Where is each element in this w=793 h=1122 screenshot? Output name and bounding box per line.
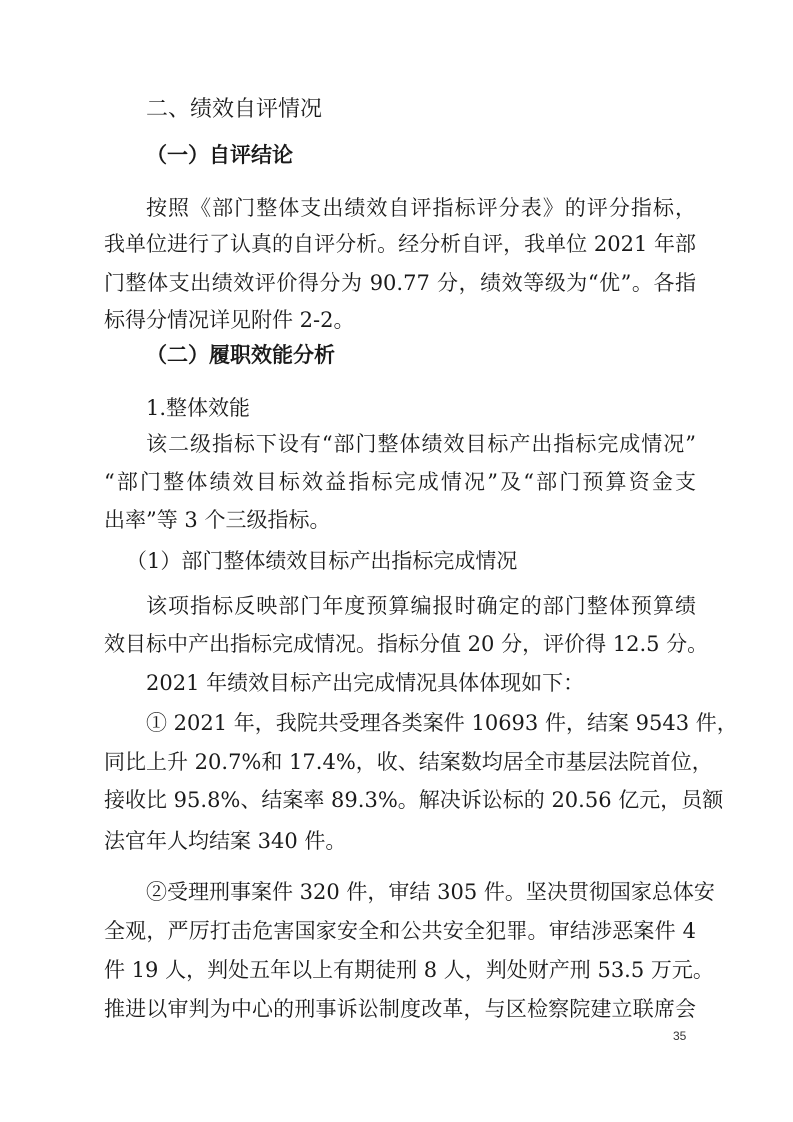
paragraph-line: 出率”等 3 个三级指标。 [104,508,331,532]
paragraph-line: 件 19 人，判处五年以上有期徒刑 8 人，判处财产刑 53.5 万元。 [104,958,714,982]
paragraph-line: 同比上升 20.7%和 17.4%，收、结案数均居全市基层法院首位， [104,750,713,774]
page-number: 35 [673,1029,687,1043]
paragraph-line: 按照《部门整体支出绩效自评指标评分表》的评分指标， [146,196,696,220]
paragraph-line: 该项指标反映部门年度预算编报时确定的部门整体预算绩 [146,594,696,618]
paragraph-line: 我单位进行了认真的自评分析。经分析自评，我单位 2021 年部 [104,232,696,256]
paragraph-line: 效目标中产出指标完成情况。指标分值 20 分，评价得 12.5 分。 [104,632,709,656]
item-heading: 1.整体效能 [146,396,251,420]
paragraph-line: 接收比 95.8%、结案率 89.3%。解决诉讼标的 20.56 亿元，员额 [104,788,724,812]
paragraph-line: 标得分情况详见附件 2-2。 [104,308,355,332]
paragraph-line: 法官年人均结案 340 件。 [104,829,347,853]
paragraph-line: 该二级指标下设有“部门整体绩效目标产出指标完成情况” [146,432,696,456]
paragraph-line: 门整体支出绩效评价得分为 90.77 分，绩效等级为“优”。各指 [104,271,696,295]
paragraph-line: ① 2021 年，我院共受理各类案件 10693 件，结案 9543 件， [146,711,738,735]
section-heading: 二、绩效自评情况 [146,97,323,122]
paragraph-line: 全观，严厉打击危害国家安全和公共安全犯罪。审结涉恶案件 4 [104,919,696,943]
paragraph-line: ②受理刑事案件 320 件，审结 305 件。坚决贯彻国家总体安 [146,880,715,904]
paragraph-line: 推进以审判为中心的刑事诉讼制度改革，与区检察院建立联席会 [104,997,696,1021]
subsection-heading-2: （二）履职效能分析 [146,342,335,367]
paragraph-line: 2021 年绩效目标产出完成情况具体体现如下： [146,671,585,695]
paragraph-line: “部门整体绩效目标效益指标完成情况”及“部门预算资金支 [104,470,696,494]
sub-item-heading: （1）部门整体绩效目标产出指标完成情况 [126,549,518,573]
subsection-heading-1: （一）自评结论 [146,142,293,167]
